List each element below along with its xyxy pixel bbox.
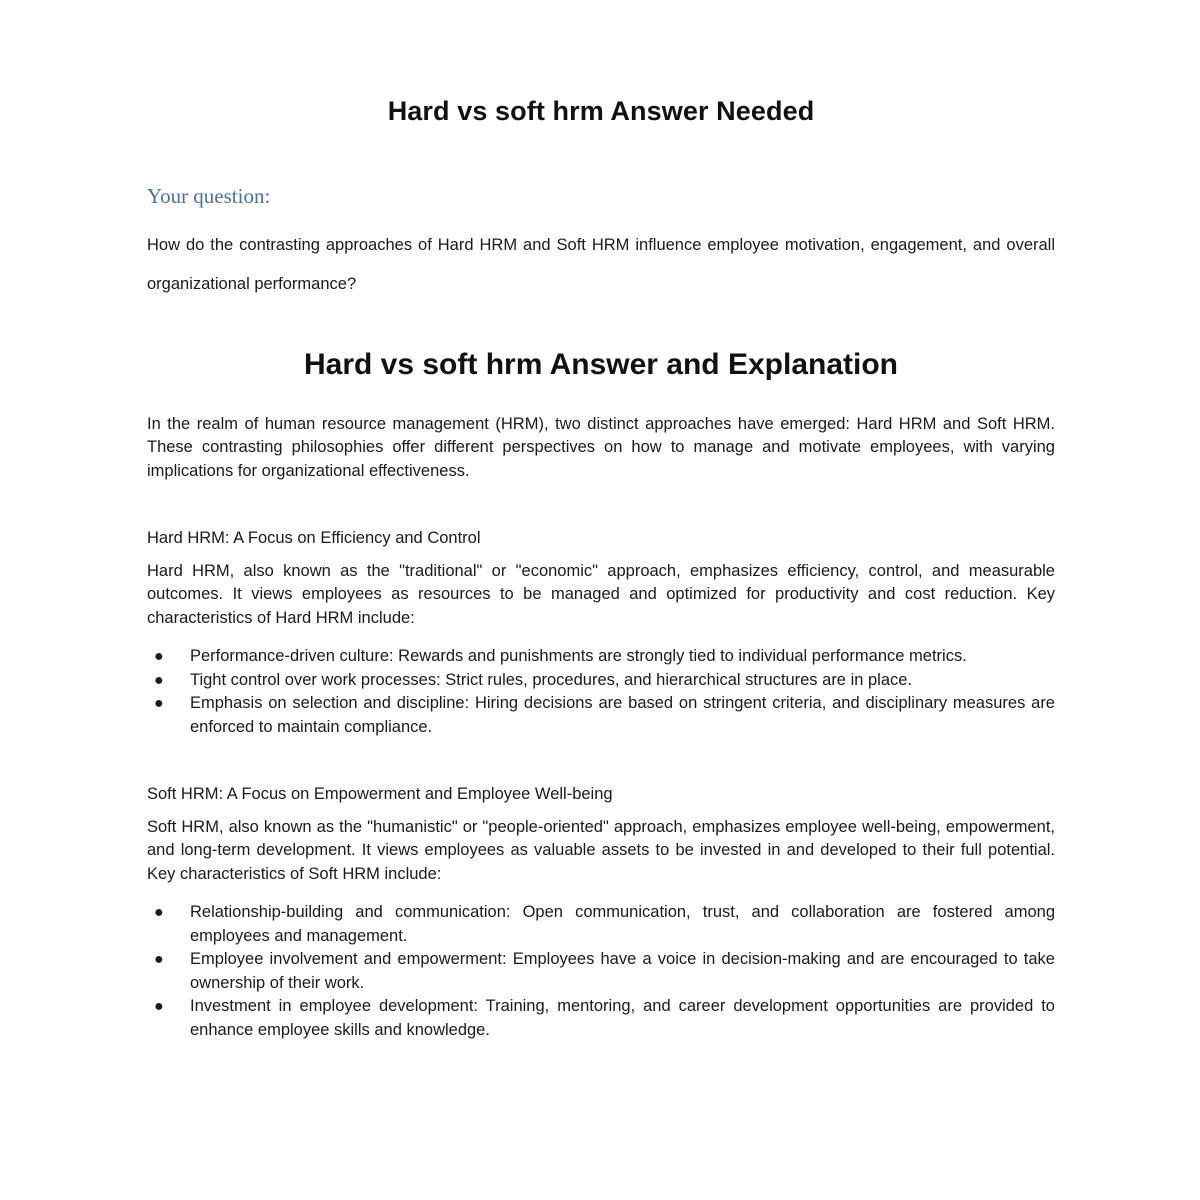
answer-section-title: Hard vs soft hrm Answer and Explanation [303,347,898,381]
bullet-icon: ● [154,648,164,666]
list-item [147,692,1055,739]
list-item-text: Emphasis on selection and discipline: Hiring decisions are based on stringent criteria, and disciplinary measures are enforced to maintain compliance. [190,694,1055,736]
paragraph-hard-hrm: Hard HRM, also known as the "traditional" or "economic" approach, emphasizes efficiency, control, and measurable outcomes. It views employees as resources to be managed and optimized for productivity and cost reduction. Key characteristics of Hard HRM include: [147,561,1055,627]
intro-paragraph: In the realm of human resource management (HRM), two distinct approaches have emerged: Hard HRM and Soft HRM. These contrasting philosophies offer different perspectives on how to manage and motivate employees, with varying implications for organizational effectiveness. [147,414,1055,480]
question-text: How do the contrasting approaches of Hard HRM and Soft HRM influence employee motivation, engagement, and overall organizational performance? [147,235,1055,293]
subheading-hard-hrm: Hard HRM: A Focus on Efficiency and Control [147,529,481,548]
bullet-icon: ● [154,695,164,713]
list-item-text: Employee involvement and empowerment: Employees have a voice in decision-making and are encouraged to take ownership of their work. [190,950,1055,992]
page-title: Hard vs soft hrm Answer Needed [387,96,815,126]
bullet-icon: ● [154,951,164,969]
list-item-text: Performance-driven culture: Rewards and punishments are strongly tied to individual performance metrics. [190,647,967,666]
list-item [147,901,1055,948]
list-item [147,645,1055,669]
subheading-soft-hrm: Soft HRM: A Focus on Empowerment and Employee Well-being [147,785,613,804]
paragraph-soft-hrm: Soft HRM, also known as the "humanistic" or "people-oriented" approach, emphasizes employee well-being, empowerment, and long-term development. It views employees as valuable assets to be invested in and developed to their full potential. Key characteristics of Soft HRM include: [147,817,1055,883]
document-content [147,0,1055,1042]
bullet-icon: ● [154,998,164,1016]
list-item-text: Investment in employee development: Training, mentoring, and career development opportunities are provided to enhance employee skills and knowledge. [190,997,1055,1039]
list-item-text: Tight control over work processes: Strict rules, procedures, and hierarchical structures are in place. [190,670,913,689]
list-item [147,995,1055,1042]
bullet-list-hard-hrm [147,630,1055,739]
bullet-icon: ● [154,904,164,922]
question-label: Your question: [147,184,271,209]
bullet-icon: ● [154,671,164,689]
list-item-text: Relationship-building and communication: Open communication, trust, and collaboration are fostered among employees and management. [190,903,1055,945]
list-item [147,669,1055,693]
list-item [147,948,1055,995]
bullet-list-soft-hrm [147,886,1055,1042]
